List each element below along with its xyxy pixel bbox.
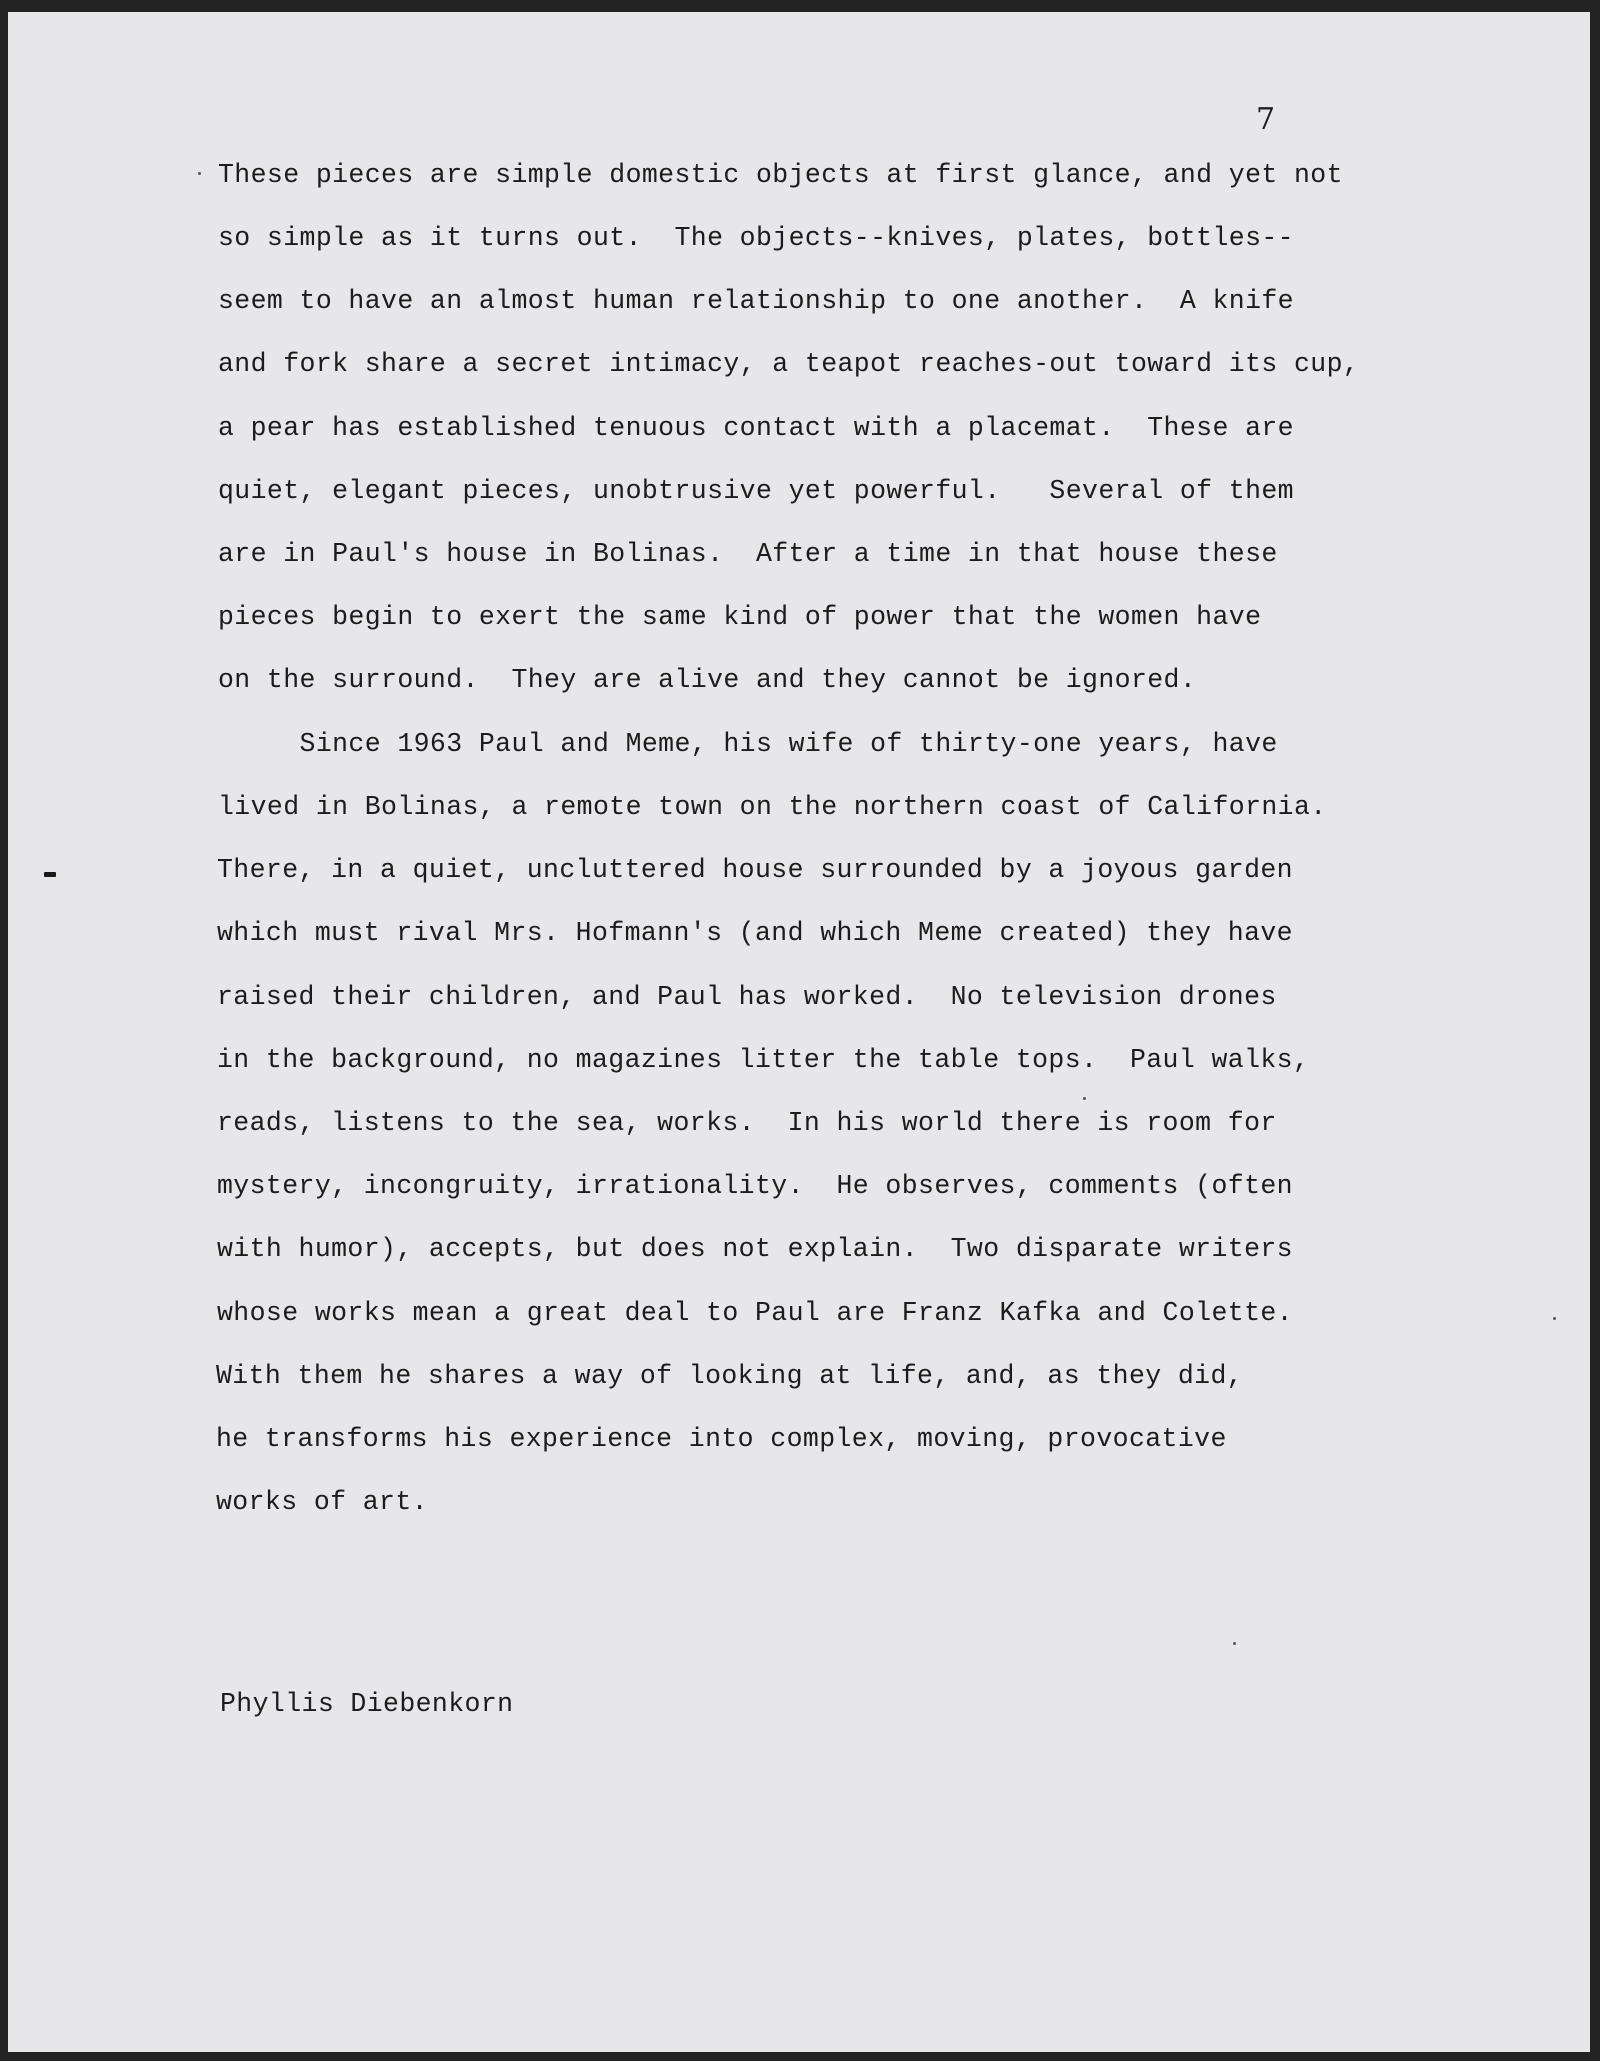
text-line: quiet, elegant pieces, unobtrusive yet powerful. Several of them: [218, 476, 1294, 506]
paper-speck: [1553, 1317, 1556, 1320]
text-line: a pear has established tenuous contact with a placemat. These are: [218, 413, 1294, 443]
paper-speck: [198, 172, 201, 175]
text-line: These pieces are simple domestic objects at first glance, and yet not: [218, 160, 1343, 190]
text-line: raised their children, and Paul has worked. No television drones: [217, 982, 1277, 1012]
signature: Phyllis Diebenkorn: [220, 1689, 514, 1719]
text-line: are in Paul's house in Bolinas. After a time in that house these: [218, 539, 1278, 569]
paper-speck: [1233, 1642, 1236, 1645]
margin-mark: [44, 872, 56, 877]
text-line: pieces begin to exert the same kind of power that the women have: [218, 602, 1262, 632]
page-number: 7: [1256, 102, 1276, 137]
text-line: whose works mean a great deal to Paul are Franz Kafka and Colette.: [217, 1298, 1293, 1328]
typed-page: [8, 12, 1590, 2052]
text-line: With them he shares a way of looking at life, and, as they did,: [216, 1361, 1244, 1391]
text-line: reads, listens to the sea, works. In his world there is room for: [217, 1108, 1277, 1138]
text-line: seem to have an almost human relationship to one another. A knife: [218, 286, 1294, 316]
text-line: with humor), accepts, but does not explain. Two disparate writers: [217, 1234, 1293, 1264]
text-line: works of art.: [216, 1487, 428, 1517]
text-line: Since 1963 Paul and Meme, his wife of thirty-one years, have: [218, 729, 1278, 759]
text-line: lived in Bolinas, a remote town on the northern coast of California.: [218, 792, 1327, 822]
text-line: in the background, no magazines litter the table tops. Paul walks,: [217, 1045, 1310, 1075]
text-line: he transforms his experience into complex, moving, provocative: [216, 1424, 1227, 1454]
text-line: on the surround. They are alive and they cannot be ignored.: [218, 665, 1197, 695]
text-line: mystery, incongruity, irrationality. He observes, comments (often: [217, 1171, 1293, 1201]
text-line: and fork share a secret intimacy, a teapot reaches-out toward its cup,: [218, 349, 1360, 379]
paper-speck: [1083, 1097, 1086, 1100]
text-line: so simple as it turns out. The objects--knives, plates, bottles--: [218, 223, 1294, 253]
text-line: There, in a quiet, uncluttered house surrounded by a joyous garden: [217, 855, 1293, 885]
text-line: which must rival Mrs. Hofmann's (and which Meme created) they have: [217, 918, 1293, 948]
